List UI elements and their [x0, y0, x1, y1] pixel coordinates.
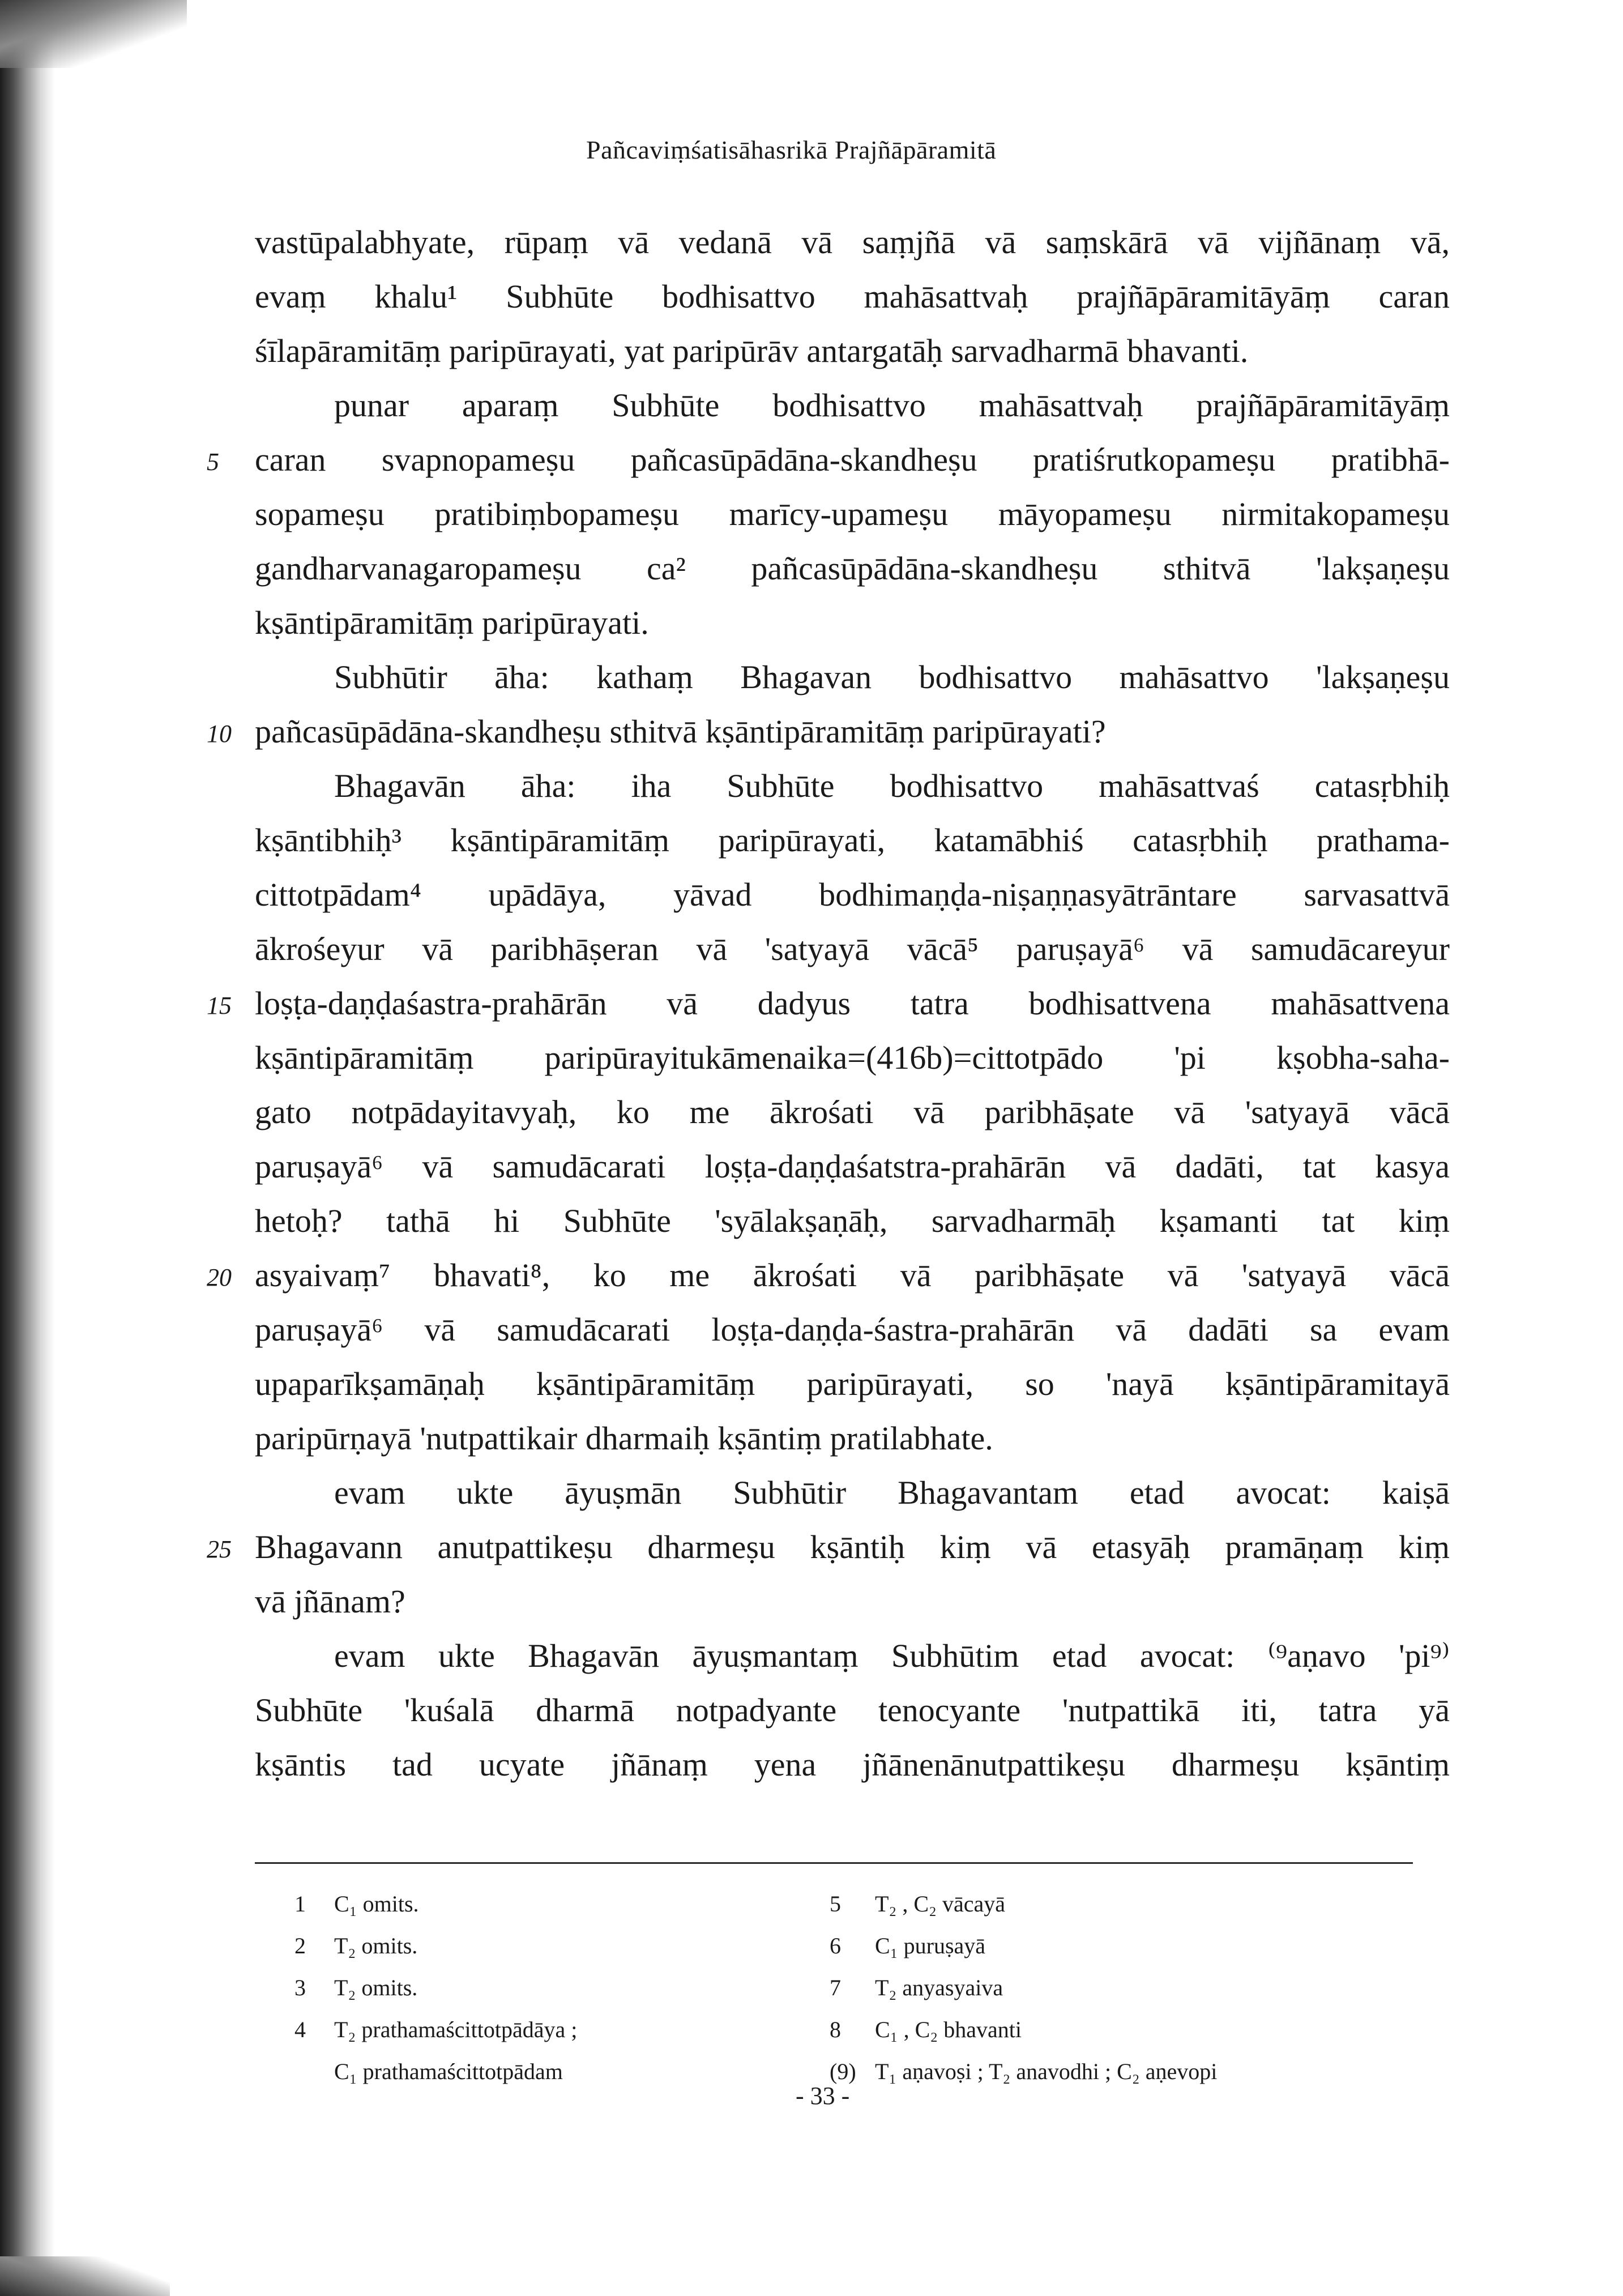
text-line — [255, 596, 1450, 650]
footnote-divider — [255, 1862, 1413, 1864]
footnote — [294, 2051, 804, 2093]
line-text: evam ukte āyuṣmān Subhūtir Bhagavantam etad avocat: kaiṣā — [334, 1474, 1450, 1511]
footnote-text: C₁ , C₂ bhavanti — [875, 2017, 1022, 2042]
footnote-number: 6 — [830, 1933, 841, 1958]
text-line — [207, 976, 1450, 1031]
line-text: pañcasūpādāna-skandheṣu sthitvā kṣāntipāramitāṃ paripūrayati? — [255, 713, 1106, 750]
page-number: - 33 - — [796, 2082, 850, 2110]
binding-shadow-top — [0, 0, 187, 68]
text-line — [255, 1683, 1450, 1738]
line-number: 25 — [207, 1535, 232, 1563]
text-line — [255, 378, 1450, 433]
text-line — [255, 1085, 1450, 1140]
footnote-number: 5 — [830, 1891, 841, 1917]
footnote — [830, 1883, 1453, 1925]
text-line — [255, 1411, 1450, 1466]
text-line — [207, 705, 1450, 759]
text-line — [255, 1303, 1450, 1357]
text-line — [255, 1140, 1450, 1194]
line-text: kṣāntipāramitāṃ paripūrayati. — [255, 604, 649, 641]
line-number: 5 — [207, 448, 219, 476]
line-text: gandharvanagaropameṣu ca² pañcasūpādāna-skandheṣu sthitvā 'lakṣaṇeṣu — [255, 550, 1450, 587]
text-line — [255, 922, 1450, 976]
binding-shadow-bottom — [0, 2256, 170, 2296]
footnote-number: 3 — [294, 1975, 306, 2000]
line-text: sopameṣu pratibiṃbopameṣu marīcy-upameṣu māyopameṣu nirmitakopameṣu — [255, 496, 1450, 532]
footnote-text: T₂ prathamaścittotpādāya ; — [334, 2017, 578, 2042]
footnote — [830, 2051, 1453, 2093]
text-line — [255, 215, 1450, 270]
footnote — [830, 1967, 1453, 2009]
footnote-number: 1 — [294, 1891, 306, 1917]
line-text: evaṃ khalu¹ Subhūte bodhisattvo mahāsattvaḥ prajñāpāramitāyāṃ caran — [255, 278, 1450, 315]
line-text: kṣāntibhiḥ³ kṣāntipāramitāṃ paripūrayati, katamābhiś catasṛbhiḥ prathama- — [255, 822, 1450, 859]
text-line — [255, 650, 1450, 705]
line-text: punar aparaṃ Subhūte bodhisattvo mahāsattvaḥ prajñāpāramitāyāṃ — [334, 387, 1450, 424]
line-text: paruṣayā⁶ vā samudācarati loṣṭa-daṇḍa-śastra-prahārān vā dadāti sa evam — [255, 1311, 1450, 1348]
line-text: upaparīkṣamāṇaḥ kṣāntipāramitāṃ paripūrayati, so 'nayā kṣāntipāramitayā — [255, 1365, 1450, 1402]
footnote-number: 2 — [294, 1933, 306, 1958]
footnote-text: T₁ aṇavoṣi ; T₂ anavodhi ; C₂ aṇevopi — [875, 2059, 1218, 2084]
line-text: kṣāntis tad ucyate jñānaṃ yena jñānenānutpattikeṣu dharmeṣu kṣāntiṃ — [255, 1746, 1450, 1783]
binding-shadow — [0, 0, 54, 2296]
text-line — [255, 270, 1450, 324]
footnote — [830, 2009, 1453, 2051]
line-text: paruṣayā⁶ vā samudācarati loṣṭa-daṇḍaśatstra-prahārān vā dadāti, tat kasya — [255, 1148, 1450, 1185]
line-text: vā jñānam? — [255, 1583, 405, 1620]
running-header: Pañcaviṃśatisāhasrikā Prajñāpāramitā — [586, 135, 997, 164]
footnote-text: C₁ prathamaścittotpādam — [334, 2059, 563, 2084]
text-line — [255, 487, 1450, 541]
footnote-text: T₂ omits. — [334, 1975, 418, 2000]
line-text: śīlapāramitāṃ paripūrayati, yat paripūrāv antargatāḥ sarvadharmā bhavanti. — [255, 332, 1249, 369]
line-text: ākrośeyur vā paribhāṣeran vā 'satyayā vācā⁵ paruṣayā⁶ vā samudācareyur — [255, 931, 1450, 967]
text-line — [255, 1357, 1450, 1411]
text-line — [255, 324, 1450, 378]
line-text: paripūrṇayā 'nutpattikair dharmaiḥ kṣāntiṃ pratilabhate. — [255, 1420, 993, 1457]
footnote-number: (9) — [830, 2059, 856, 2084]
footnote — [830, 1925, 1453, 1967]
text-line — [255, 1629, 1450, 1683]
footnotes-right-column — [830, 1883, 1453, 2093]
line-text: evam ukte Bhagavān āyuṣmantaṃ Subhūtim etad avocat: ⁽⁹aṇavo 'pi⁹⁾ — [334, 1637, 1450, 1674]
text-line — [255, 1194, 1450, 1248]
text-line — [207, 433, 1450, 487]
line-text: Bhagavān āha: iha Subhūte bodhisattvo mahāsattvaś catasṛbhiḥ — [334, 767, 1450, 804]
line-number: 15 — [207, 992, 232, 1019]
line-text: Subhūtir āha: kathaṃ Bhagavan bodhisattvo mahāsattvo 'lakṣaṇeṣu — [334, 659, 1450, 695]
footnote — [294, 2009, 804, 2051]
line-text: Subhūte 'kuśalā dharmā notpadyante tenocyante 'nutpattikā iti, tatra yā — [255, 1692, 1450, 1729]
text-line — [207, 1520, 1450, 1574]
line-number: 20 — [207, 1264, 232, 1291]
line-text: hetoḥ? tathā hi Subhūte 'syālakṣaṇāḥ, sarvadharmāḥ kṣamanti tat kiṃ — [255, 1202, 1450, 1239]
line-text: asyaivaṃ⁷ bhavati⁸, ko me ākrośati vā paribhāṣate vā 'satyayā vācā — [255, 1257, 1450, 1294]
text-line — [255, 1738, 1450, 1792]
text-line — [255, 1031, 1450, 1085]
footnote-text: C₁ puruṣayā — [875, 1933, 986, 1958]
footnotes-left-column — [294, 1883, 804, 2093]
text-line — [255, 759, 1450, 813]
text-line — [255, 1574, 1450, 1629]
line-text: cittotpādam⁴ upādāya, yāvad bodhimaṇḍa-niṣaṇṇasyātrāntare sarvasattvā — [255, 876, 1450, 913]
line-text: loṣṭa-daṇḍaśastra-prahārān vā dadyus tatra bodhisattvena mahāsattvena — [255, 985, 1450, 1022]
footnote-number: 4 — [294, 2017, 306, 2042]
footnote — [294, 1883, 804, 1925]
text-line — [255, 868, 1450, 922]
text-line — [255, 1466, 1450, 1520]
footnote — [294, 1925, 804, 1967]
footnote-text: C₁ omits. — [334, 1891, 419, 1917]
footnote-text: T₂ , C₂ vācayā — [875, 1891, 1006, 1917]
text-line — [207, 1248, 1450, 1303]
line-text: gato notpādayitavyaḥ, ko me ākrośati vā paribhāṣate vā 'satyayā vācā — [255, 1094, 1450, 1130]
footnote-number: 8 — [830, 2017, 841, 2042]
text-line — [255, 541, 1450, 596]
footnote-text: T₂ omits. — [334, 1933, 418, 1958]
line-number: 10 — [207, 720, 232, 748]
line-text: vastūpalabhyate, rūpaṃ vā vedanā vā saṃjñā vā saṃskārā vā vijñānaṃ vā, — [255, 224, 1450, 261]
text-line — [255, 813, 1450, 868]
line-text: caran svapnopameṣu pañcasūpādāna-skandheṣu pratiśrutkopameṣu pratibhā- — [255, 441, 1450, 478]
line-text: Bhagavann anutpattikeṣu dharmeṣu kṣāntiḥ kiṃ vā etasyāḥ pramāṇaṃ kiṃ — [255, 1529, 1450, 1565]
footnote — [294, 1967, 804, 2009]
main-text — [207, 215, 1450, 1792]
footnote-text: T₂ anyasyaiva — [875, 1975, 1003, 2000]
line-text: kṣāntipāramitāṃ paripūrayitukāmenaika=(416b)=cittotpādo 'pi kṣobha-saha- — [255, 1039, 1450, 1076]
footnote-number: 7 — [830, 1975, 841, 2000]
